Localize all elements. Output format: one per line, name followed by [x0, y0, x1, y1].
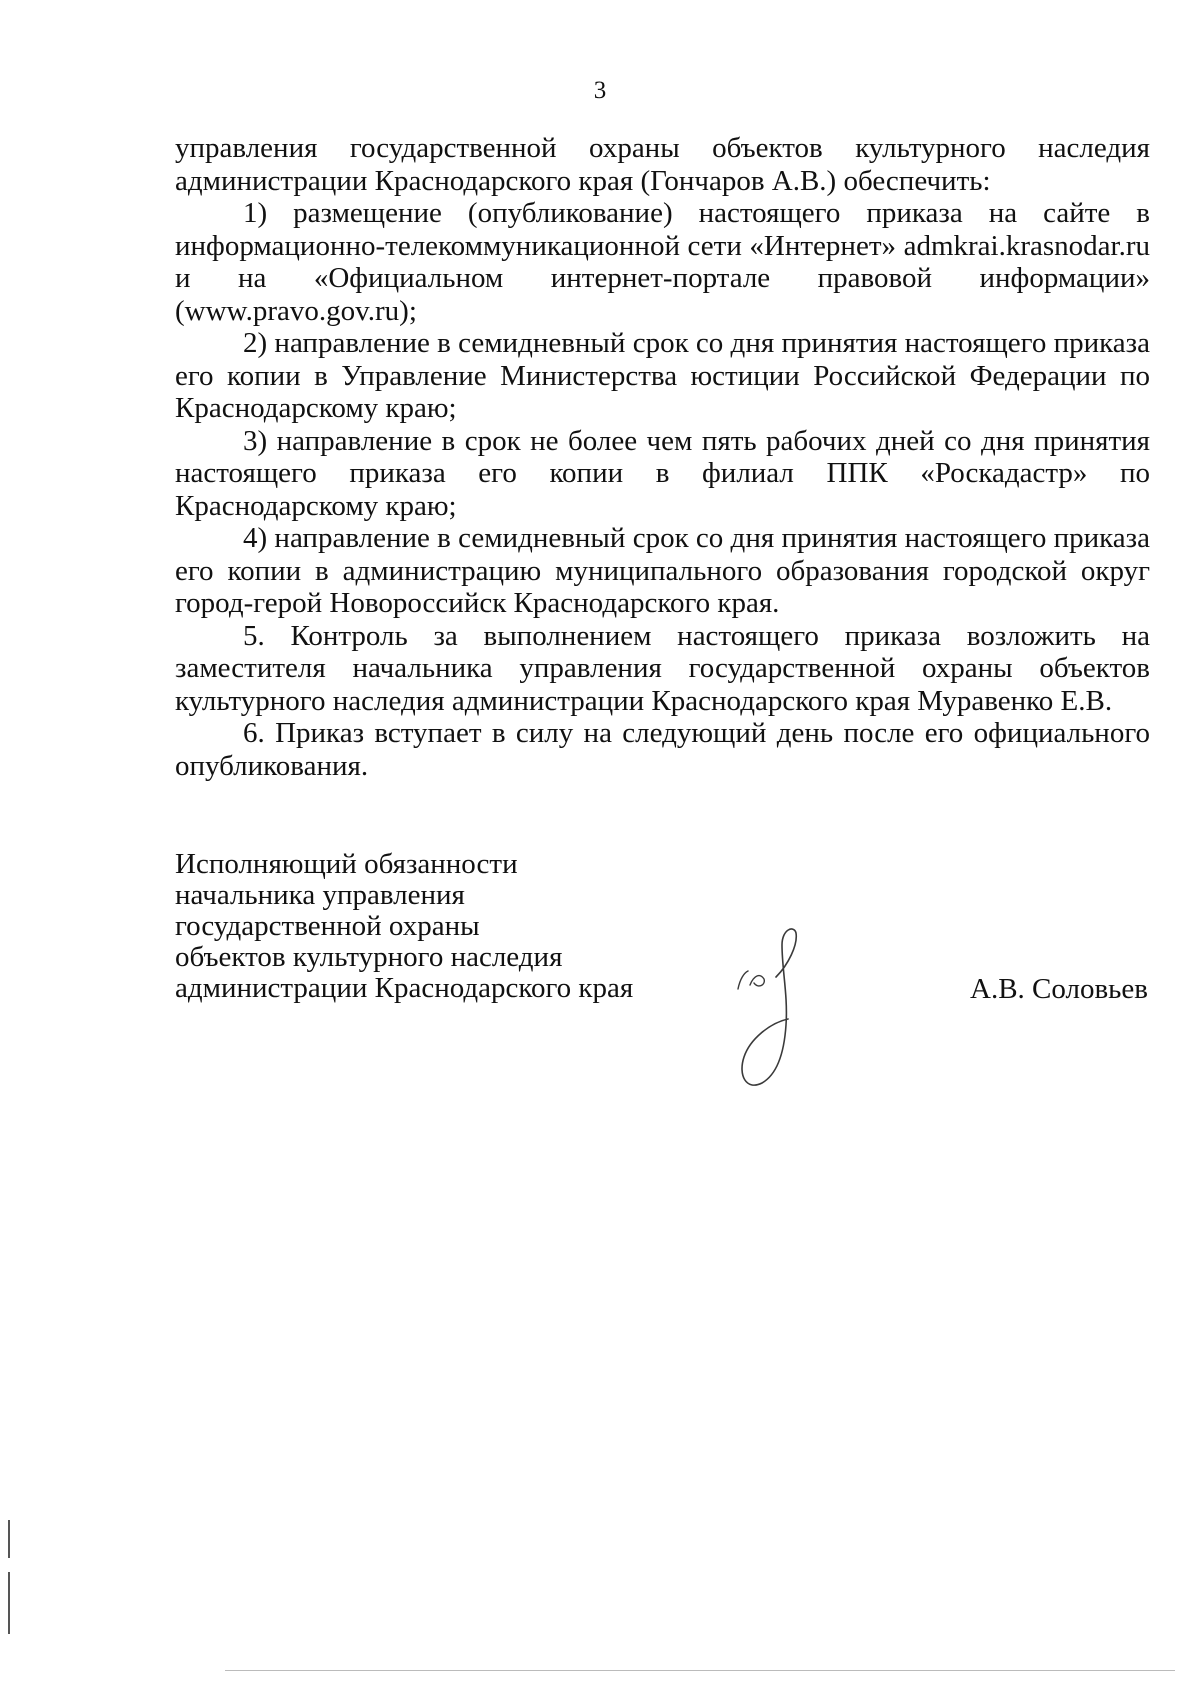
signatory-title [175, 849, 633, 1004]
paragraph-clause-6: 6. Приказ вступает в силу на следующий день после его официального опубликования. [175, 717, 1150, 782]
signatory-title-line: администрации Краснодарского края [175, 972, 634, 1004]
scan-artifact [8, 1520, 10, 1558]
signatory-title-line: объектов культурного наследия [175, 941, 563, 973]
signatory-title-line: государственной охраны [175, 910, 480, 942]
paragraph-item-2: 2) направление в семидневный срок со дня принятия настоящего приказа его копии в Управление Министерства юстиции Российской Федерации по Краснодарскому краю; [175, 327, 1150, 424]
document-body [175, 132, 1150, 782]
scan-artifact [8, 1572, 10, 1634]
paragraph-item-4: 4) направление в семидневный срок со дня принятия настоящего приказа его копии в администрацию муниципального образования городской округ город-герой Новороссийск Краснодарского края. [175, 522, 1150, 619]
signatory-title-line: Исполняющий обязанности [175, 848, 518, 880]
signatory-title-line: начальника управления [175, 879, 465, 911]
page-number: 3 [593, 77, 607, 104]
handwritten-signature [736, 925, 836, 1125]
scan-artifact [225, 1670, 1175, 1671]
paragraph-item-3: 3) направление в срок не более чем пять рабочих дней со дня принятия настоящего приказа его копии в филиал ППК «Роскадастр» по Краснодарскому краю; [175, 424, 1150, 522]
paragraph-intro: управления государственной охраны объектов культурного наследия администрации Краснодарского края (Гончаров А.В.) обеспечить: [175, 132, 1150, 197]
paragraph-item-1: 1) размещение (опубликование) настоящего приказа на сайте в информационно-телекоммуникационной сети «Интернет» admkrai.krasnodar.ru и на «Официальном интернет-портале правовой информации» (www.pravo.gov.ru); [175, 197, 1150, 327]
signer-name: А.В. Соловьев [970, 973, 1148, 1005]
paragraph-clause-5: 5. Контроль за выполнением настоящего приказа возложить на заместителя начальника управления государственной охраны объектов культурного наследия администрации Краснодарского края Муравенко Е.В. [175, 619, 1150, 717]
